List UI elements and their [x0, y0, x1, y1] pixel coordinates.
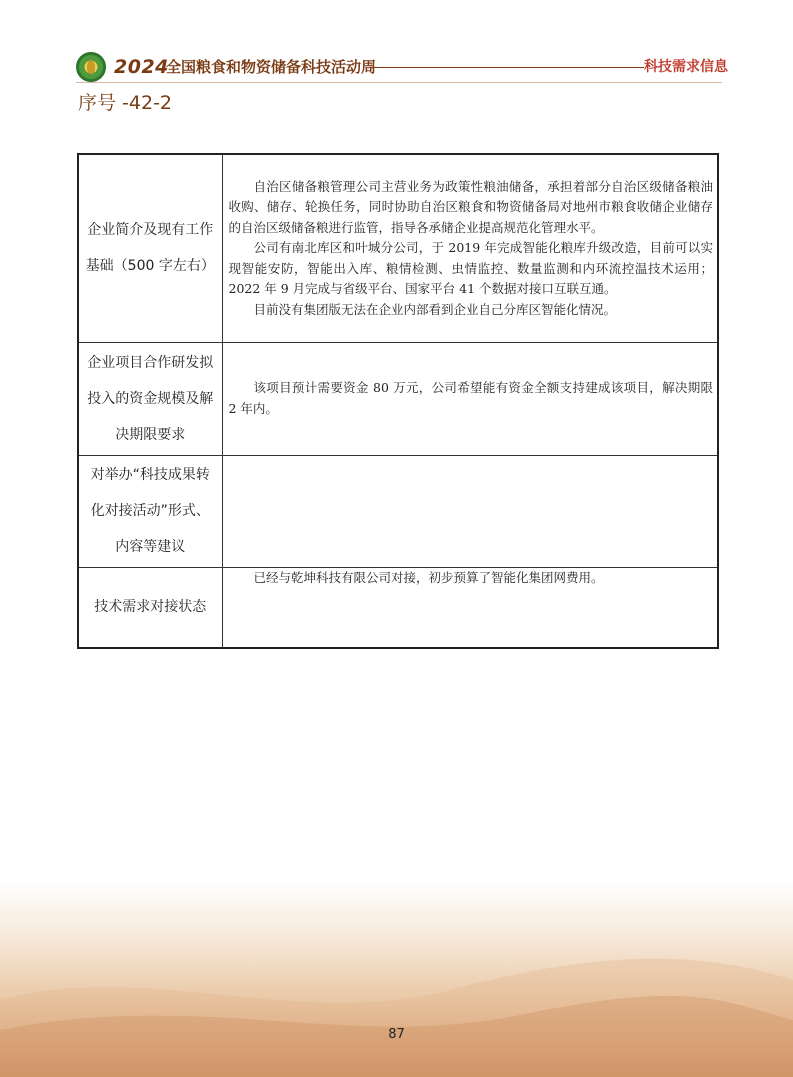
row-content-empty — [222, 455, 718, 567]
event-logo-icon — [76, 52, 106, 82]
row-label-line: 投入的资金规模及解 — [87, 390, 214, 407]
sequence-number: 序号 -42-2 — [78, 92, 173, 114]
row-label-line: 对举办“科技成果转 — [90, 467, 210, 483]
header-year: 2024 — [114, 56, 169, 78]
header-title: 全国粮食和物资储备科技活动周 — [166, 58, 377, 76]
row-content — [222, 342, 718, 455]
content-paragraph: 自治区储备粮管理公司主营业务为政策性粮油储备，承担着部分自治区级储备粮油收购、储存、轮换任务，同时协助自治区粮食和物资储备局对地州市粮食收储企业储存的自治区级储备粮进行监管，指导各承储企业提高规范化管理水平。 — [228, 178, 713, 235]
row-label — [78, 154, 222, 342]
header-underline — [76, 82, 722, 83]
page-header — [76, 52, 728, 84]
table-row-company-intro — [78, 154, 718, 342]
row-content — [222, 154, 718, 342]
footer-wave-decoration — [0, 880, 793, 1077]
content-paragraph: 公司有南北库区和叶城分公司，于 2019 年完成智能化粮库升级改造，目前可以实现智能安防，智能出入库、粮情检测、虫情监控、数量监测和内环流控温技术运用；2022 年 9 月完成与省级平台、国家平台 41 个数据对接口互联互通。 — [228, 240, 713, 296]
header-divider — [370, 67, 644, 68]
row-label — [78, 455, 222, 567]
tech-demand-table — [77, 153, 719, 649]
row-label-line: 内容等建议 — [115, 539, 186, 555]
page-number: 87 — [388, 1027, 405, 1042]
table-row-status — [78, 567, 718, 648]
row-label — [78, 567, 222, 648]
content-paragraph: 目前没有集团版无法在企业内部看到企业自己分库区智能化情况。 — [253, 301, 617, 317]
row-label-line: 企业项目合作研发拟 — [87, 354, 214, 371]
row-label-line: 企业简介及现有工作 — [87, 222, 214, 239]
row-label-line: 技术需求对接状态 — [94, 599, 207, 616]
row-label — [78, 342, 222, 455]
content-paragraph: 该项目预计需要资金 80 万元，公司希望能有资金全额支持建成该项目，解决期限 2 年内。 — [228, 380, 713, 416]
table-row-suggestions — [78, 455, 718, 567]
row-content — [222, 567, 718, 648]
row-label-line: 基础（500 字左右） — [85, 258, 215, 275]
table-row-funding — [78, 342, 718, 455]
row-label-line: 决期限要求 — [115, 426, 186, 443]
content-paragraph: 已经与乾坤科技有限公司对接，初步预算了智能化集团网费用。 — [253, 569, 604, 585]
header-section-label: 科技需求信息 — [644, 59, 728, 75]
row-label-line: 化对接活动”形式、 — [90, 503, 210, 519]
